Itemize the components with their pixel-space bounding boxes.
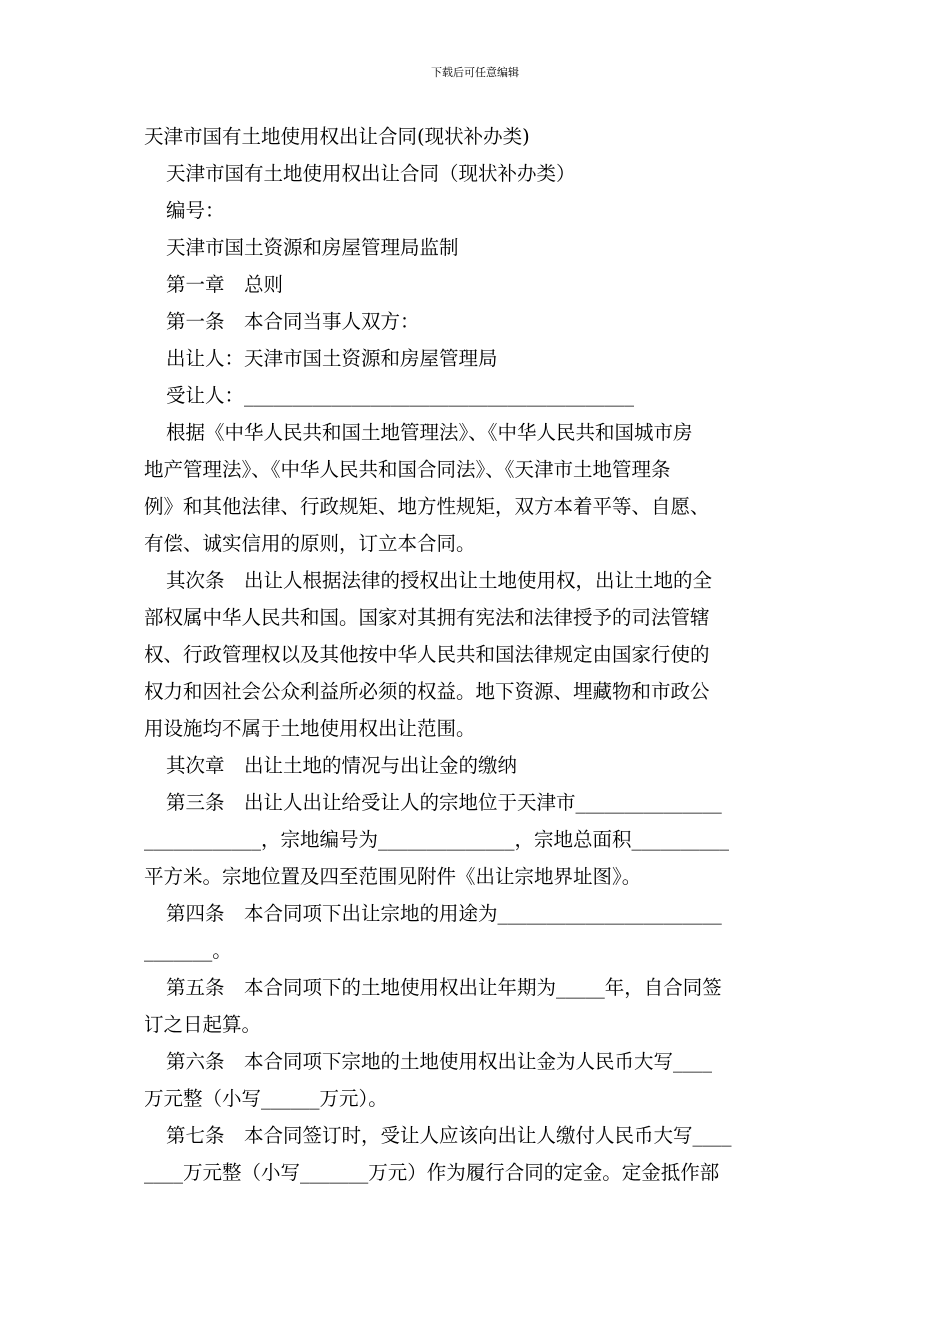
article-6-line: 第六条 本合同项下宗地的土地使用权出让金为人民币大写____ xyxy=(166,1050,713,1073)
page-header-note: 下载后可任意编辑 xyxy=(431,66,519,79)
article-2-line: 其次条 出让人根据法律的授权出让土地使用权，出让土地的全 xyxy=(166,569,713,592)
document-body xyxy=(144,118,808,1191)
article-1-intro: 第一条 本合同当事人双方： xyxy=(166,310,420,333)
basis-paragraph-line: 有偿、诚实信用的原则，订立本合同。 xyxy=(144,532,476,555)
chapter-2-heading: 其次章 出让土地的情况与出让金的缴纳 xyxy=(166,754,518,777)
article-3-line: 第三条 出让人出让给受让人的宗地位于天津市_______________ xyxy=(166,791,722,814)
article-5-line: 第五条 本合同项下的土地使用权出让年期为_____年，自合同签 xyxy=(166,976,722,999)
article-7-line: 第七条 本合同签订时，受让人应该向出让人缴付人民币大写____ xyxy=(166,1124,732,1147)
basis-paragraph-line: 根据《中华人民共和国土地管理法》、《中华人民共和国城市房 xyxy=(166,421,693,444)
article-3-line: 平方米。宗地位置及四至范围见附件《出让宗地界址图》。 xyxy=(144,865,642,888)
contract-number-label: 编号： xyxy=(166,199,225,222)
document-main-title: 天津市国有土地使用权出让合同(现状补办类) xyxy=(144,125,530,148)
article-2-line: 权、行政管理权以及其他按中华人民共和国法律规定由国家行使的 xyxy=(144,643,710,666)
transferor-line: 出让人：天津市国土资源和房屋管理局 xyxy=(166,347,498,370)
document-sub-title: 天津市国有土地使用权出让合同（现状补办类） xyxy=(166,162,576,185)
supervisor-line: 天津市国土资源和房屋管理局监制 xyxy=(166,236,459,259)
article-2-line: 用设施均不属于土地使用权出让范围。 xyxy=(144,717,476,740)
basis-paragraph-line: 地产管理法》、《中华人民共和国合同法》、《天津市土地管理条 xyxy=(144,458,671,481)
basis-paragraph-line: 例》和其他法律、行政规矩、地方性规矩，双方本着平等、自愿、 xyxy=(144,495,710,518)
article-6-line: 万元整（小写______万元）。 xyxy=(144,1087,388,1110)
article-5-line: 订之日起算。 xyxy=(144,1013,262,1036)
article-2-line: 权力和因社会公众利益所必须的权益。地下资源、埋藏物和市政公 xyxy=(144,680,710,703)
article-3-line: ____________，宗地编号为______________，宗地总面积__________ xyxy=(144,828,730,851)
article-4-line: _______。 xyxy=(144,939,232,962)
chapter-1-heading: 第一章 总则 xyxy=(166,273,284,296)
article-2-line: 部权属中华人民共和国。国家对其拥有宪法和法律授予的司法管辖 xyxy=(144,606,710,629)
article-4-line: 第四条 本合同项下出让宗地的用途为_______________________ xyxy=(166,902,722,925)
transferee-line: 受让人：________________________________________ xyxy=(166,384,635,407)
article-7-line: ____万元整（小写_______万元）作为履行合同的定金。定金抵作部 xyxy=(144,1161,720,1184)
